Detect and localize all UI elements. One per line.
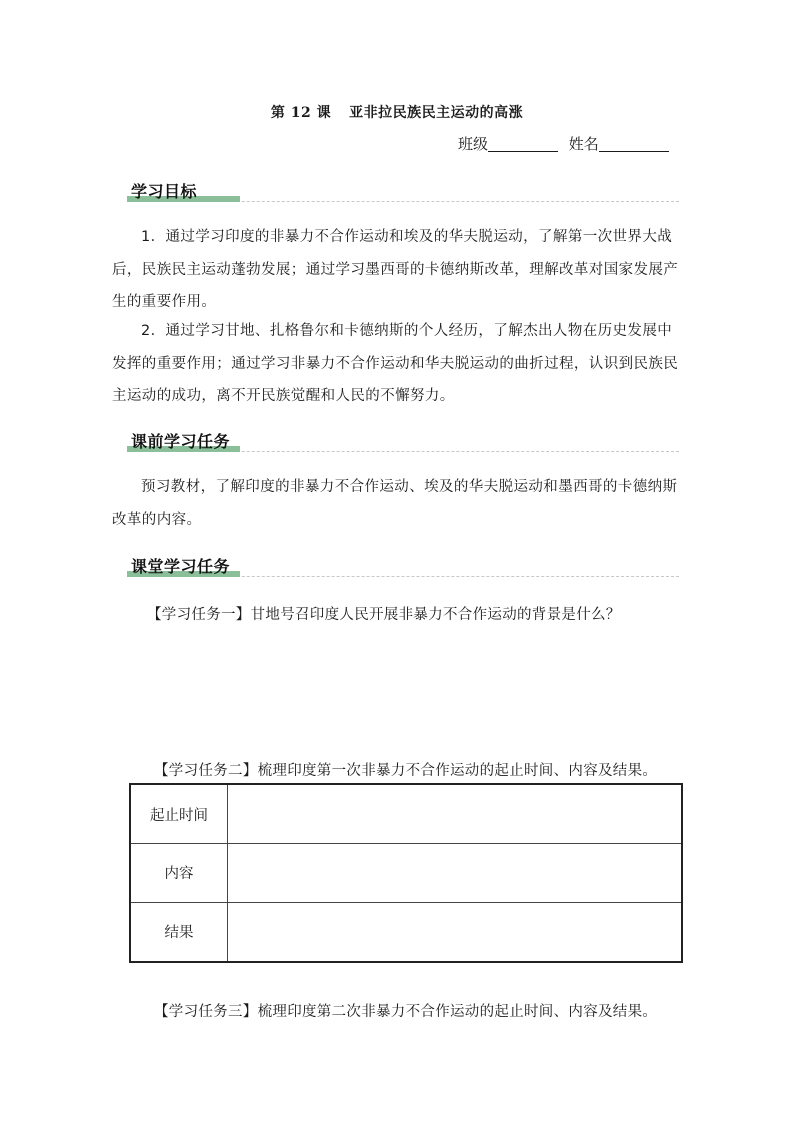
- goal-paragraph-2: 2．通过学习甘地、扎格鲁尔和卡德纳斯的个人经历，了解杰出人物在历史发展中发挥的重要作用；通过学习非暴力不合作运动和华夫脱运动的曲折过程，认识到民族民主运动的成功，离不开民族觉醒和人民的不懈努力。: [112, 323, 679, 404]
- table-answer-cell[interactable]: [228, 784, 683, 844]
- section-goals: [127, 180, 679, 206]
- lesson-title: 亚非拉民族民主运动的高涨: [349, 105, 524, 121]
- section-class-task-title: 课堂学习任务: [131, 557, 231, 576]
- table-row-label: 结果: [130, 902, 228, 962]
- table-answer-cell[interactable]: [228, 902, 683, 962]
- table-row: [130, 844, 682, 903]
- pre-task-paragraph: 预习教材，了解印度的非暴力不合作运动、埃及的华夫脱运动和墨西哥的卡德纳斯改革的内容。: [112, 479, 678, 528]
- lesson-number: 第 12 课: [270, 105, 332, 121]
- section-pre-task: [127, 430, 679, 456]
- task-3-question: 【学习任务三】梳理印度第二次非暴力不合作运动的起止时间、内容及结果。: [154, 1004, 658, 1020]
- page-title: [0, 102, 794, 122]
- name-blank[interactable]: [599, 135, 669, 152]
- section-pre-task-title: 课前学习任务: [131, 432, 231, 451]
- task-2-table: [129, 783, 683, 963]
- name-label: 姓名: [568, 135, 599, 153]
- student-info: [458, 133, 669, 154]
- class-blank[interactable]: [488, 135, 558, 152]
- table-answer-cell[interactable]: [228, 844, 683, 903]
- task-2-question: 【学习任务二】梳理印度第一次非暴力不合作运动的起止时间、内容及结果。: [154, 763, 658, 779]
- class-label: 班级: [458, 135, 489, 153]
- table-row-label: 内容: [130, 844, 228, 903]
- table-row: [130, 902, 682, 962]
- table-row-label: 起止时间: [130, 784, 228, 844]
- section-goals-title: 学习目标: [131, 182, 198, 201]
- task-1-question: 【学习任务一】甘地号召印度人民开展非暴力不合作运动的背景是什么？: [147, 607, 621, 623]
- goal-paragraph-1: 1．通过学习印度的非暴力不合作运动和埃及的华夫脱运动，了解第一次世界大战后，民族民主运动蓬勃发展；通过学习墨西哥的卡德纳斯改革，理解改革对国家发展产生的重要作用。: [112, 229, 679, 310]
- section-class-task: [127, 555, 679, 581]
- table-row: [130, 784, 682, 844]
